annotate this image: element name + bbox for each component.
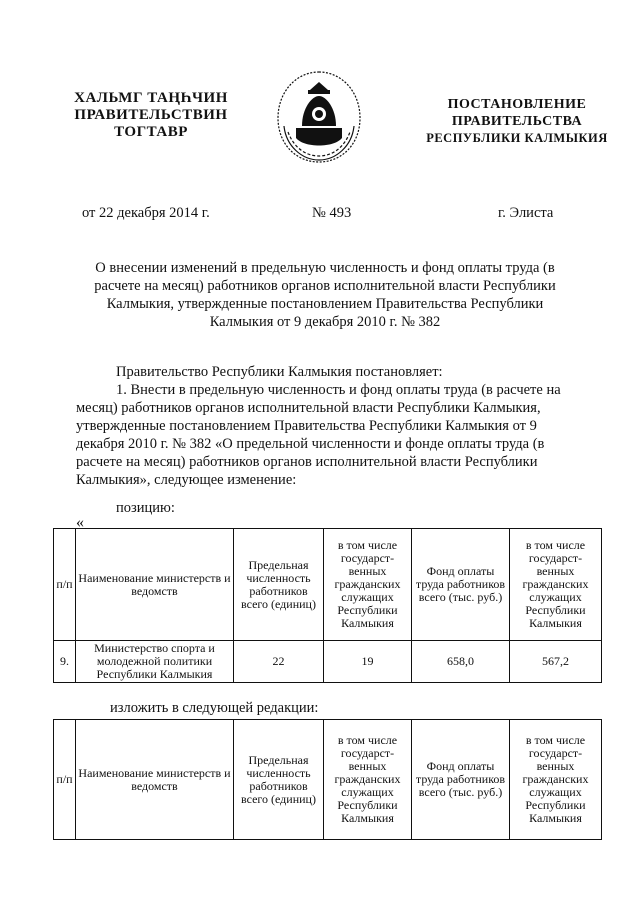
header-cell: в том числе государст-венных гражданских служащих Республики Калмыкия <box>510 720 602 840</box>
header-left <box>62 90 240 141</box>
document-body <box>76 363 582 489</box>
coat-of-arms-emblem <box>272 68 366 166</box>
header-right <box>422 96 612 147</box>
header-cell: п/п <box>54 720 76 840</box>
header-left-line: ХАЛЬМГ ТАҢҺЧИН <box>74 90 228 106</box>
table-header-row <box>54 529 602 641</box>
header-cell: п/п <box>54 529 76 641</box>
intro-paragraph: Правительство Республики Калмыкия постановляет: <box>116 364 443 380</box>
header-cell: в том числе государст-венных гражданских служащих Республики Калмыкия <box>324 720 412 840</box>
ministry-name: Министерство спорта и молодежной политики Республики Калмыкия <box>76 641 234 683</box>
document-number: № 493 <box>312 205 352 221</box>
document-city: г. Элиста <box>498 205 554 221</box>
total-staff: 22 <box>234 641 324 683</box>
header-cell: в том числе государст-венных гражданских служащих Республики Калмыкия <box>324 529 412 641</box>
header-left-line: ТОГТАВР <box>114 124 188 140</box>
civil-staff: 19 <box>324 641 412 683</box>
header-cell: Предельная численность работников всего (единиц) <box>234 529 324 641</box>
civil-fund: 567,2 <box>510 641 602 683</box>
header-right-line: ПРАВИТЕЛЬСТВА <box>451 114 583 129</box>
replace-label: изложить в следующей редакции: <box>110 700 319 716</box>
open-quote: « <box>76 514 84 531</box>
document-date: от 22 декабря 2014 г. <box>82 205 210 221</box>
header-cell: Фонд оплаты труда работников всего (тыс. руб.) <box>412 529 510 641</box>
positions-table-new <box>53 719 602 840</box>
position-label: позицию: <box>116 500 175 516</box>
header-cell: в том числе государст-венных гражданских служащих Республики Калмыкия <box>510 529 602 641</box>
header-right-line: ПОСТАНОВЛЕНИЕ <box>447 97 587 112</box>
header-left-line: ПРАВИТЕЛЬСТВИН <box>74 107 228 123</box>
item-1-paragraph: 1. Внести в предельную численность и фонд оплаты труда (в расчете на месяц) работников органов исполнительной власти Республики Калмыкия, утвержденные постановлением Правительства Республики Калмыкия от 9 декабря 2010 г. № 382 «О предельной численности и фонде оплаты труда (в расчете на месяц) работников органов исполнительной власти Республики Калмыкия», следующее изменение: <box>76 382 561 488</box>
header-cell: Наименование министерств и ведомств <box>76 720 234 840</box>
table-header-row <box>54 720 602 840</box>
header-cell: Наименование министерств и ведомств <box>76 529 234 641</box>
total-fund: 658,0 <box>412 641 510 683</box>
positions-table-old <box>53 528 602 683</box>
header-cell: Предельная численность работников всего (единиц) <box>234 720 324 840</box>
document-title: О внесении изменений в предельную численность и фонд оплаты труда (в расчете на месяц) работников органов исполнительной власти Республики Калмыкия, утвержденные постановлением Правительства Республики Калмыкия от 9 декабря 2010 г. № 382 <box>94 260 556 330</box>
row-number: 9. <box>54 641 76 683</box>
table-row <box>54 641 602 683</box>
header-right-line: РЕСПУБЛИКИ КАЛМЫКИЯ <box>426 131 608 145</box>
header-cell: Фонд оплаты труда работников всего (тыс. руб.) <box>412 720 510 840</box>
